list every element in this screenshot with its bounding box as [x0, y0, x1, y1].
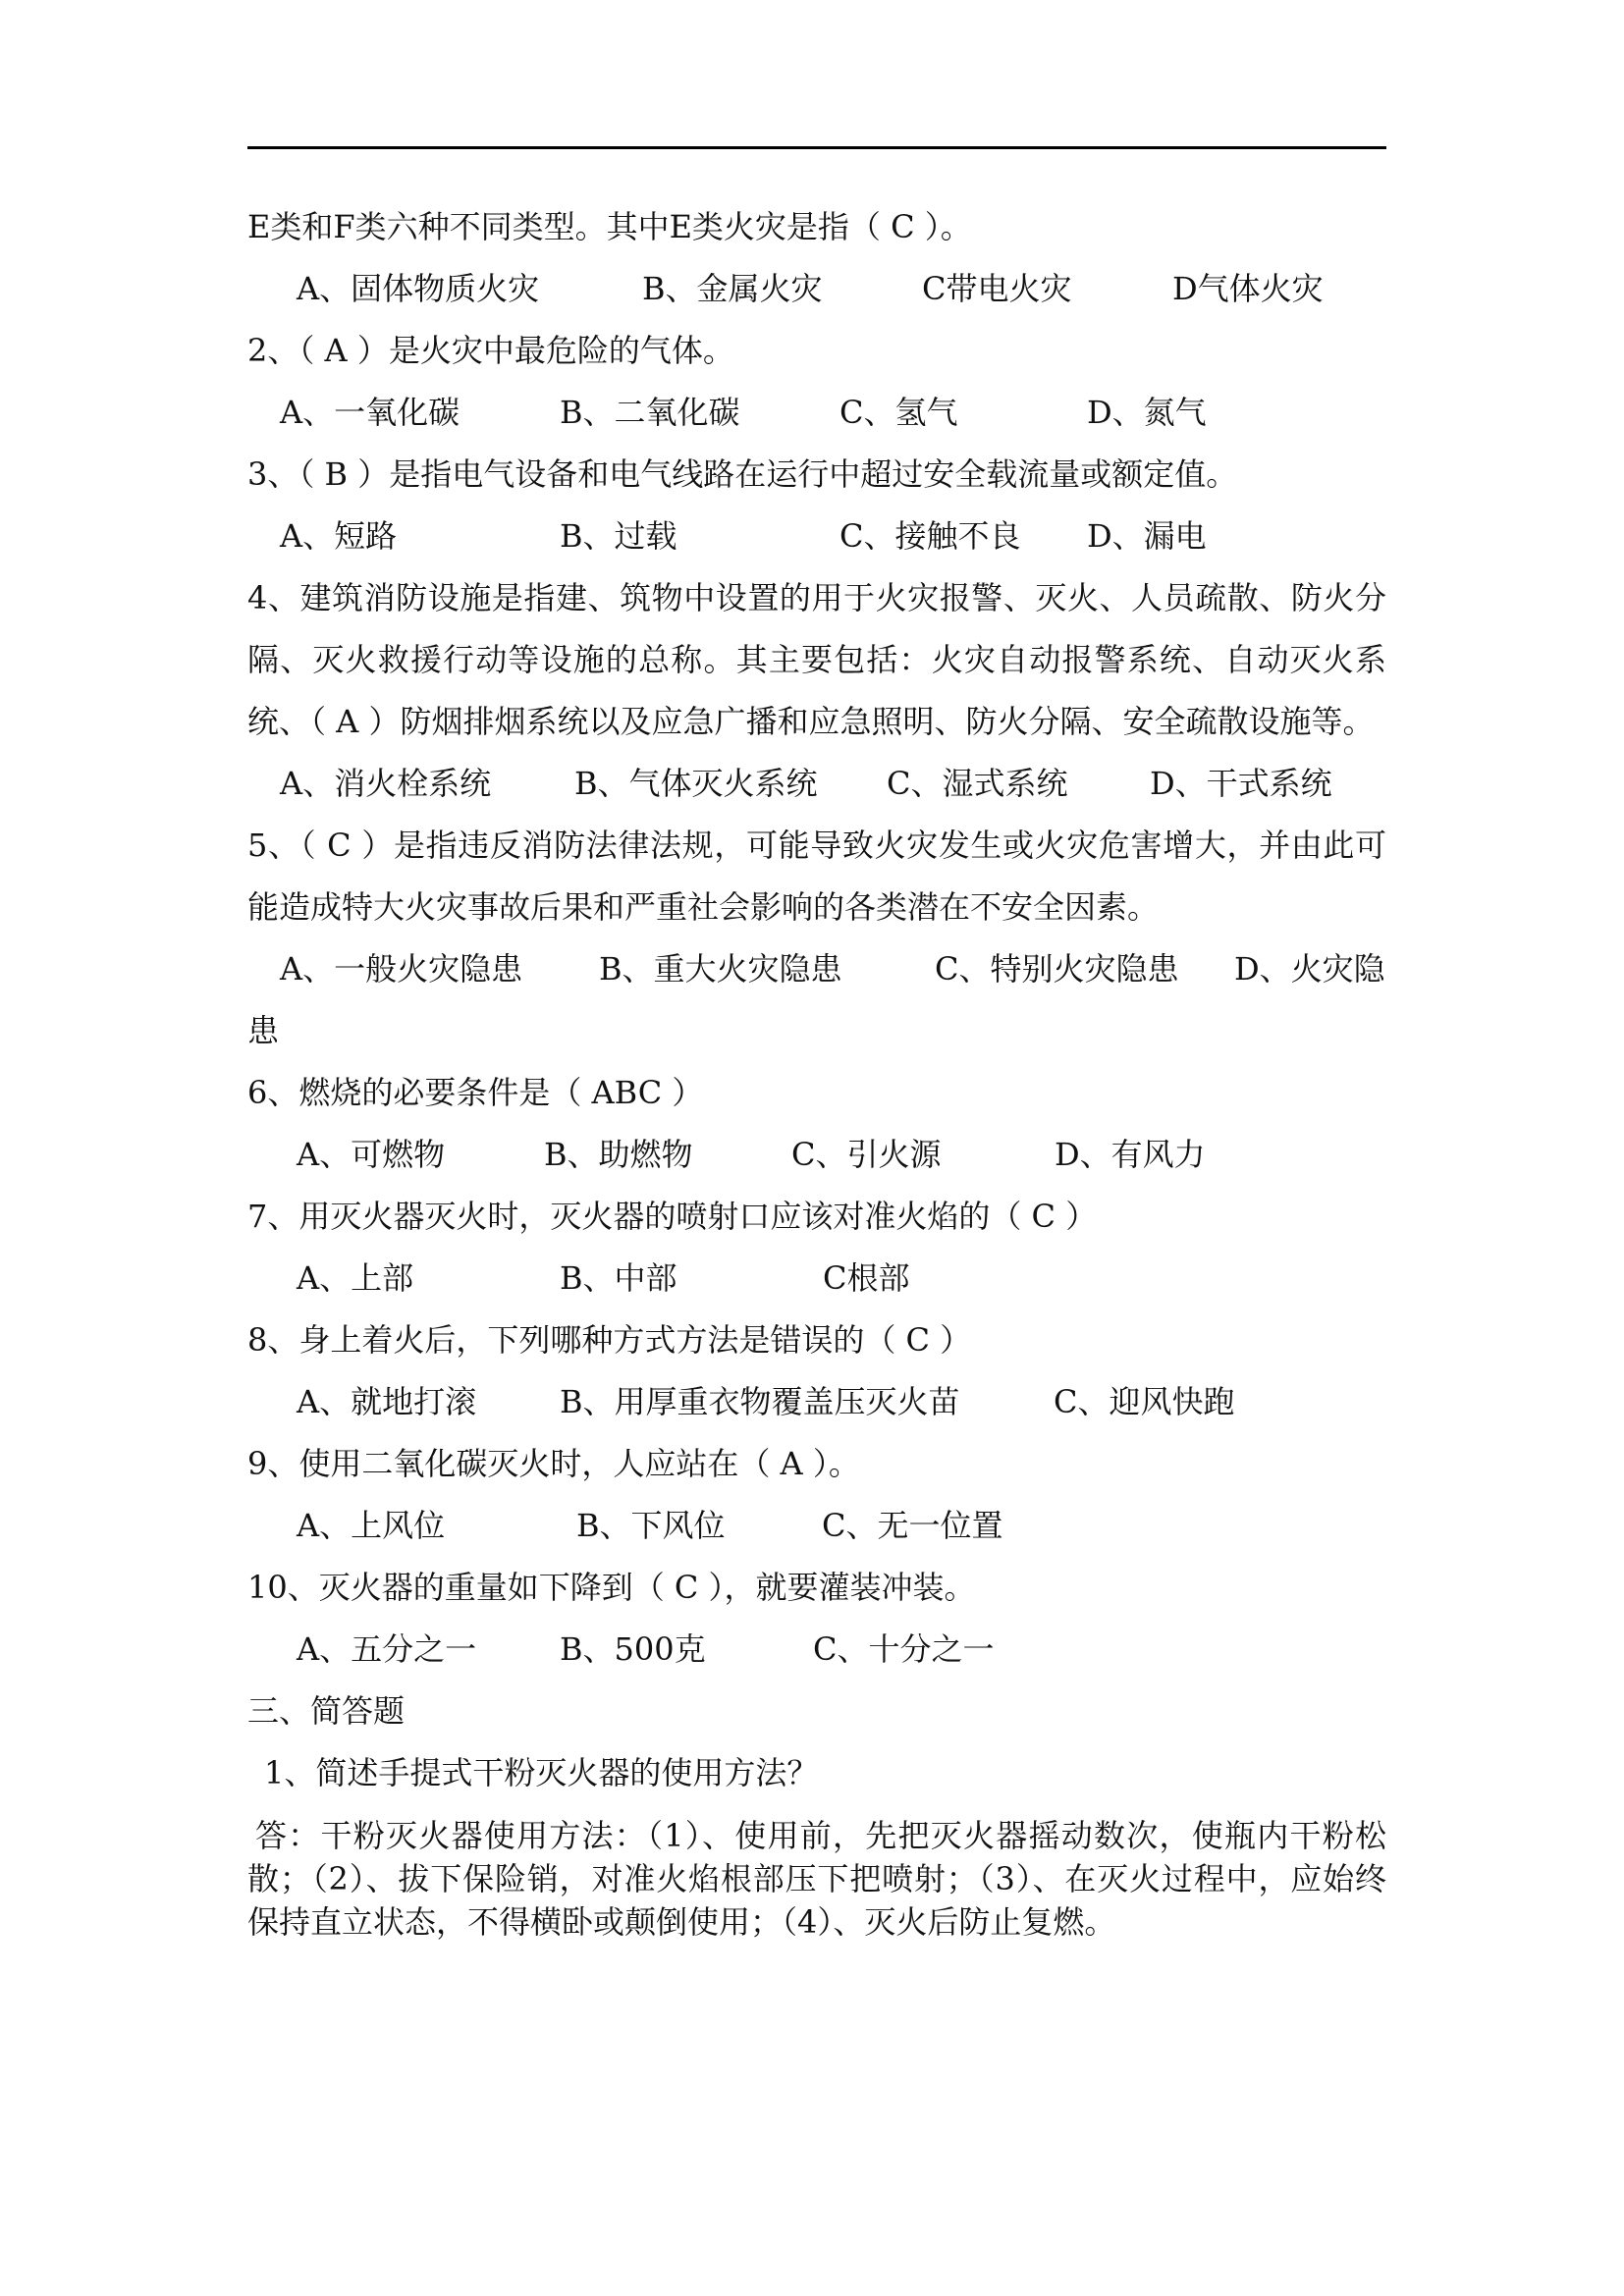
q1-option-c: C带电火灾: [922, 270, 1072, 307]
q2-option-c: C、氢气: [839, 394, 958, 431]
q6-options: [247, 1124, 1386, 1186]
q3-options: [247, 506, 1386, 567]
q9-option-c: C、无一位置: [822, 1507, 1003, 1544]
q4-option-a: A、消火栓系统: [280, 765, 492, 802]
q1-option-b: B、金属火灾: [642, 270, 823, 307]
q4-option-c: C、湿式系统: [887, 765, 1068, 802]
q1-option-d: D气体火灾: [1172, 270, 1324, 307]
q6-option-a: A、可燃物: [297, 1136, 446, 1173]
q6-option-d: D、有风力: [1055, 1136, 1206, 1173]
section-3-heading: 三、简答题: [247, 1692, 406, 1730]
q10-options: [247, 1619, 1386, 1681]
q1-continuation: E类和F类六种不同类型。其中E类火灾是指（ C ）。: [247, 208, 972, 245]
q1-options: [247, 258, 1386, 320]
q6-stem: 6、燃烧的必要条件是（ ABC ）: [247, 1074, 704, 1111]
q10-option-b: B、500克: [560, 1630, 706, 1668]
short-answer-q1: 1、简述手提式干粉灭火器的使用方法？: [264, 1754, 819, 1791]
q5-option-d-wrap: 患: [247, 1012, 280, 1049]
q8-option-b: B、用厚重衣物覆盖压灭火苗: [560, 1383, 960, 1420]
q2-option-d: D、氮气: [1087, 394, 1207, 431]
q7-options: [247, 1248, 1386, 1309]
q10-stem: 10、灭火器的重量如下降到（ C ），就要灌装冲装。: [247, 1569, 976, 1606]
q2-option-b: B、二氧化碳: [560, 394, 740, 431]
q1-option-a: A、固体物质火灾: [297, 270, 540, 307]
q5-option-a: A、一般火灾隐患: [280, 950, 523, 988]
q6-option-b: B、助燃物: [544, 1136, 693, 1173]
q5-option-c: C、特别火灾隐患: [935, 950, 1179, 988]
q8-option-a: A、就地打滚: [297, 1383, 477, 1420]
header-rule: [247, 146, 1386, 149]
q10-option-c: C、十分之一: [813, 1630, 995, 1668]
q9-options: [247, 1495, 1386, 1557]
q8-options: [247, 1371, 1386, 1433]
q7-option-a: A、上部: [297, 1259, 414, 1297]
q5-option-d: D、火灾隐: [1234, 950, 1385, 988]
q4-option-d: D、干式系统: [1150, 765, 1332, 802]
document-body: [247, 196, 1386, 1944]
q4-stem: 4、建筑消防设施是指建、筑物中设置的用于火灾报警、灭火、人员疏散、防火分隔、灭火救援行动等设施的总称。其主要包括：火灾自动报警系统、自动灭火系统、（ A ）防烟排烟系统以及应急广播和应急照明、防火分隔、安全疏散设施等。: [247, 579, 1386, 740]
q8-stem: 8、身上着火后，下列哪种方式方法是错误的（ C ）: [247, 1321, 972, 1359]
q3-option-a: A、短路: [280, 517, 398, 555]
q3-stem: 3、（ B ）是指电气设备和电气线路在运行中超过安全载流量或额定值。: [247, 455, 1238, 493]
q2-stem: 2、（ A ）是火灾中最危险的气体。: [247, 332, 734, 369]
q5-stem: 5、（ C ）是指违反消防法律法规，可能导致火灾发生或火灾危害增大，并由此可能造成特大火灾事故后果和严重社会影响的各类潜在不安全因素。: [247, 827, 1386, 926]
q3-option-c: C、接触不良: [839, 517, 1021, 555]
q5-option-b: B、重大火灾隐患: [599, 950, 842, 988]
q2-options: [247, 382, 1386, 444]
q8-option-c: C、迎风快跑: [1054, 1383, 1235, 1420]
q5-options: [247, 938, 1386, 1000]
q4-option-b: B、气体灭火系统: [574, 765, 818, 802]
short-answer-a1: 答：干粉灭火器使用方法：（1）、使用前，先把灭火器摇动数次，使瓶内干粉松散；（2）、拔下保险销，对准火焰根部压下把喷射；（3）、在灭火过程中，应始终保持直立状态，不得横卧或颠倒使用；（4）、灭火后防止复燃。: [247, 1817, 1386, 1941]
q3-option-b: B、过载: [560, 517, 677, 555]
q9-option-b: B、下风位: [576, 1507, 726, 1544]
q7-option-b: B、中部: [560, 1259, 677, 1297]
q7-stem: 7、用灭火器灭火时，灭火器的喷射口应该对准火焰的（ C ）: [247, 1198, 1098, 1235]
q10-option-a: A、五分之一: [297, 1630, 477, 1668]
q6-option-c: C、引火源: [791, 1136, 942, 1173]
q2-option-a: A、一氧化碳: [280, 394, 460, 431]
q7-option-c: C根部: [823, 1259, 910, 1297]
q9-option-a: A、上风位: [297, 1507, 446, 1544]
q3-option-d: D、漏电: [1087, 517, 1207, 555]
q4-options: [247, 753, 1386, 815]
q9-stem: 9、使用二氧化碳灭火时，人应站在（ A ）。: [247, 1445, 860, 1482]
